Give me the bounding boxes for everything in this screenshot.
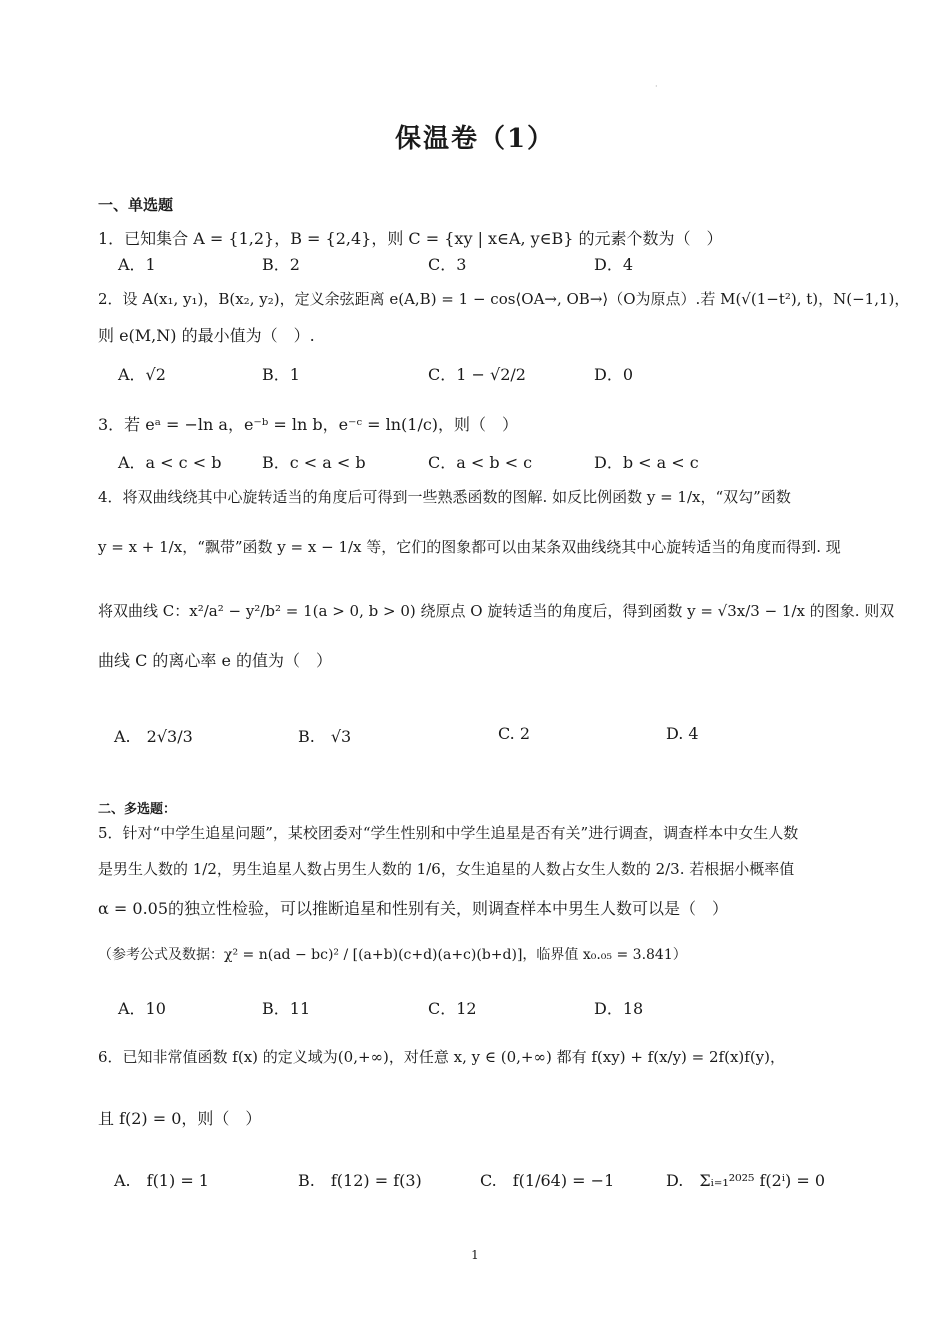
question-6-line1: 6．已知非常值函数 f(x) 的定义域为(0,+∞)，对任意 x, y ∈ (0,+∞) 都有 f(xy) + f(x/y) = 2f(x)f(y)，: [98, 1048, 785, 1066]
q3-option-d[interactable]: D．b < a < c: [594, 453, 699, 472]
q4-option-c[interactable]: C. 2: [498, 724, 531, 743]
question-3-stem: 3．若 eᵃ = −ln a，e⁻ᵇ = ln b，e⁻ᶜ = ln(1/c)，则（ ）: [98, 415, 519, 434]
q4-option-b[interactable]: B. √3: [298, 727, 352, 746]
q3-option-a[interactable]: A．a < c < b: [118, 453, 222, 472]
q1-option-d[interactable]: D．4: [594, 255, 634, 274]
scan-speck: ·: [655, 82, 658, 91]
q6-option-c[interactable]: C. f(1/64) = −1: [480, 1171, 615, 1190]
q4-option-d[interactable]: D. 4: [666, 724, 699, 743]
question-6-line2: 且 f(2) = 0，则（ ）: [98, 1109, 262, 1128]
question-5-line2: 是男生人数的 1/2，男生追星人数占男生人数的 1/6，女生追星的人数占女生人数的 2/3. 若根据小概率值: [98, 860, 795, 878]
q6-option-a[interactable]: A. f(1) = 1: [114, 1171, 209, 1190]
question-5-line3: α = 0.05的独立性检验，可以推断追星和性别有关，则调查样本中男生人数可以是（ ）: [98, 899, 729, 918]
section-heading-single-choice: 一、单选题: [98, 196, 174, 214]
q3-option-c[interactable]: C．a < b < c: [428, 453, 533, 472]
question-4-line4: 曲线 C 的离心率 e 的值为（ ）: [98, 651, 333, 670]
q2-option-a[interactable]: A．√2: [118, 365, 166, 384]
q2-option-c[interactable]: C．1 − √2/2: [428, 365, 526, 384]
q2-option-d[interactable]: D．0: [594, 365, 634, 384]
q1-option-a[interactable]: A．1: [118, 255, 156, 274]
question-1-stem: 1．已知集合 A = {1,2}，B = {2,4}，则 C = {xy | x∈A, y∈B} 的元素个数为（ ）: [98, 229, 723, 248]
page-title: 保温卷（1）: [394, 124, 556, 154]
question-2-stem-line2: 则 e(M,N) 的最小值为（ ）.: [98, 326, 315, 345]
q6-option-b[interactable]: B. f(12) = f(3): [298, 1171, 422, 1190]
q5-option-a[interactable]: A．10: [118, 999, 166, 1018]
question-4-line1: 4．将双曲线绕其中心旋转适当的角度后可得到一些熟悉函数的图解. 如反比例函数 y = 1/x，“双勾”函数: [98, 488, 791, 506]
q3-option-b[interactable]: B．c < a < b: [262, 453, 366, 472]
q1-option-c[interactable]: C．3: [428, 255, 467, 274]
section-heading-multiple-choice: 二、多选题：: [98, 802, 177, 817]
page-number: 1: [471, 1248, 479, 1262]
question-2-stem-line1: 2．设 A(x₁, y₁)，B(x₂, y₂)，定义余弦距离 e(A,B) = 1 − cos⟨OA→, OB→⟩（O为原点）.若 M(√(1−t²), t)，N(−1,1)，: [98, 290, 910, 308]
q6-option-d[interactable]: D. Σᵢ₌₁²⁰²⁵ f(2ⁱ) = 0: [666, 1171, 826, 1190]
q5-option-b[interactable]: B．11: [262, 999, 311, 1018]
q2-option-b[interactable]: B．1: [262, 365, 300, 384]
question-5-reference-formula: （参考公式及数据：χ² = n(ad − bc)² / [(a+b)(c+d)(a+c)(b+d)]，临界值 x₀.₀₅ = 3.841）: [98, 947, 687, 963]
question-5-line1: 5．针对“中学生追星问题”，某校团委对“学生性别和中学生追星是否有关”进行调查，调查样本中女生人数: [98, 824, 799, 842]
question-4-line2: y = x + 1/x，“飘带”函数 y = x − 1/x 等，它们的图象都可以由某条双曲线绕其中心旋转适当的角度而得到. 现: [98, 538, 841, 556]
question-4-line3: 将双曲线 C：x²/a² − y²/b² = 1(a > 0, b > 0) 绕原点 O 旋转适当的角度后，得到函数 y = √3x/3 − 1/x 的图象. 则双: [98, 602, 895, 620]
q4-option-a[interactable]: A. 2√3/3: [114, 727, 193, 746]
q1-option-b[interactable]: B．2: [262, 255, 300, 274]
q5-option-d[interactable]: D．18: [594, 999, 644, 1018]
q5-option-c[interactable]: C．12: [428, 999, 477, 1018]
